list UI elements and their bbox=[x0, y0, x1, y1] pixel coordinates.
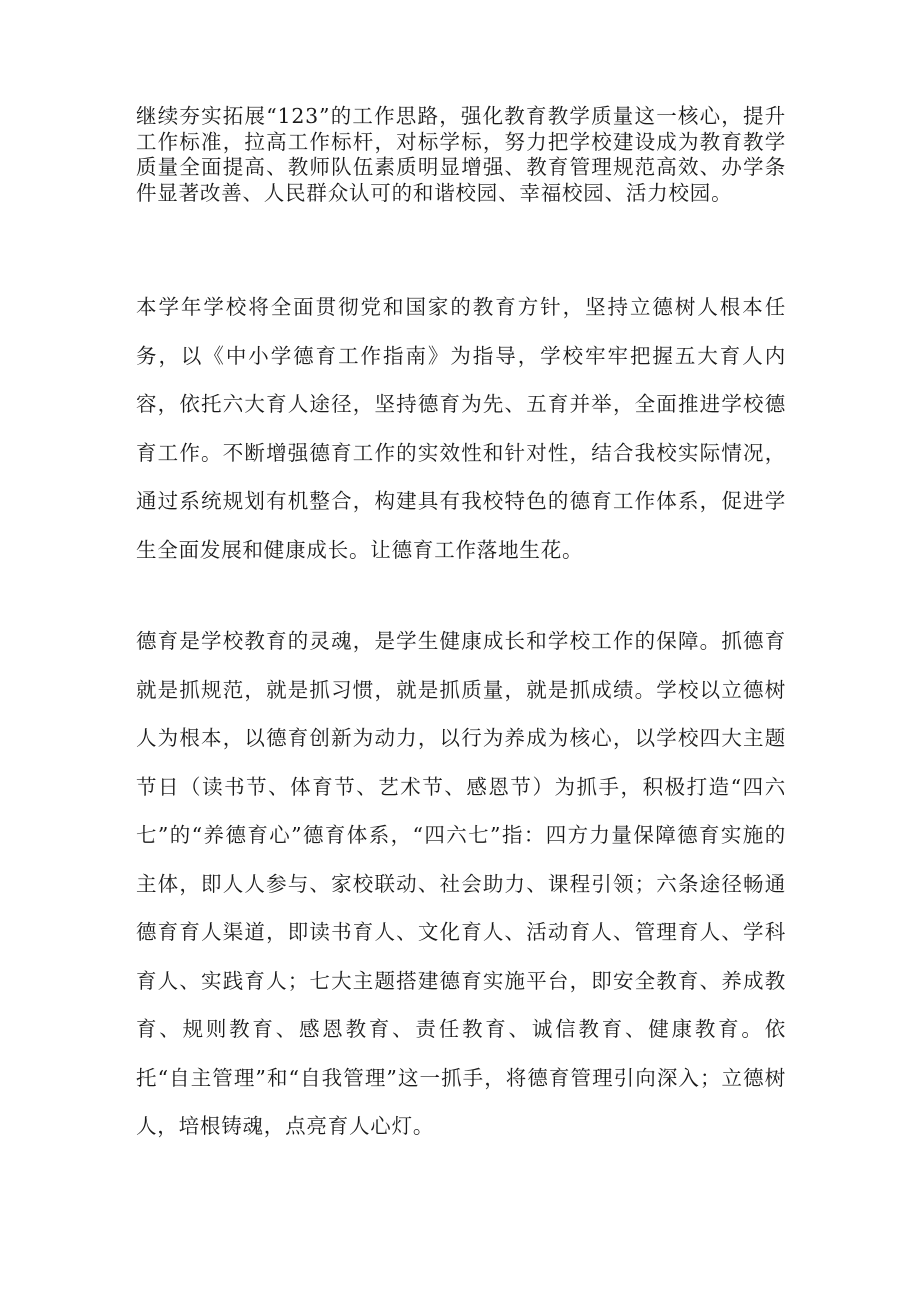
paragraph-moral-education-goals: 本学年学校将全面贯彻党和国家的教育方针，坚持立德树人根本任务，以《中小学德育工作指南》为指导，学校牢牢把握五大育人内容，依托六大育人途径，坚持德育为先、五育并举，全面推进学校德育工作。不断增强德育工作的实效性和针对性，结合我校实际情况，通过系统规划有机整合，构建具有我校特色的德育工作体系，促进学生全面发展和健康成长。让德育工作落地生花。 bbox=[136, 295, 786, 562]
paragraph-moral-education-system: 德育是学校教育的灵魂，是学生健康成长和学校工作的保障。抓德育就是抓规范，就是抓习惯，就是抓质量，就是抓成绩。学校以立德树人为根本，以德育创新为动力，以行为养成为核心，以学校四大主题节日（读书节、体育节、艺术节、感恩节）为抓手，积极打造“四六七”的“养德育心”德育体系，“四六七”指：四方力量保障德育实施的主体，即人人参与、家校联动、社会助力、课程引领；六条途径畅通德育育人渠道，即读书育人、文化育人、活动育人、管理育人、学科育人、实践育人；七大主题搭建德育实施平台，即安全教育、养成教育、规则教育、感恩教育、责任教育、诚信教育、健康教育。依托“自主管理”和“自我管理”这一抓手，将德育管理引向深入；立德树人，培根铸魂，点亮育人心灯。 bbox=[136, 629, 786, 1138]
paragraph-work-approach: 继续夯实拓展“123”的工作思路，强化教育教学质量这一核心，提升工作标准，拉高工作标杆，对标学标，努力把学校建设成为教育教学质量全面提高、教师队伍素质明显增强、教育管理规范高效、办学条件显著改善、人民群众认可的和谐校园、幸福校园、活力校园。 bbox=[136, 104, 786, 205]
